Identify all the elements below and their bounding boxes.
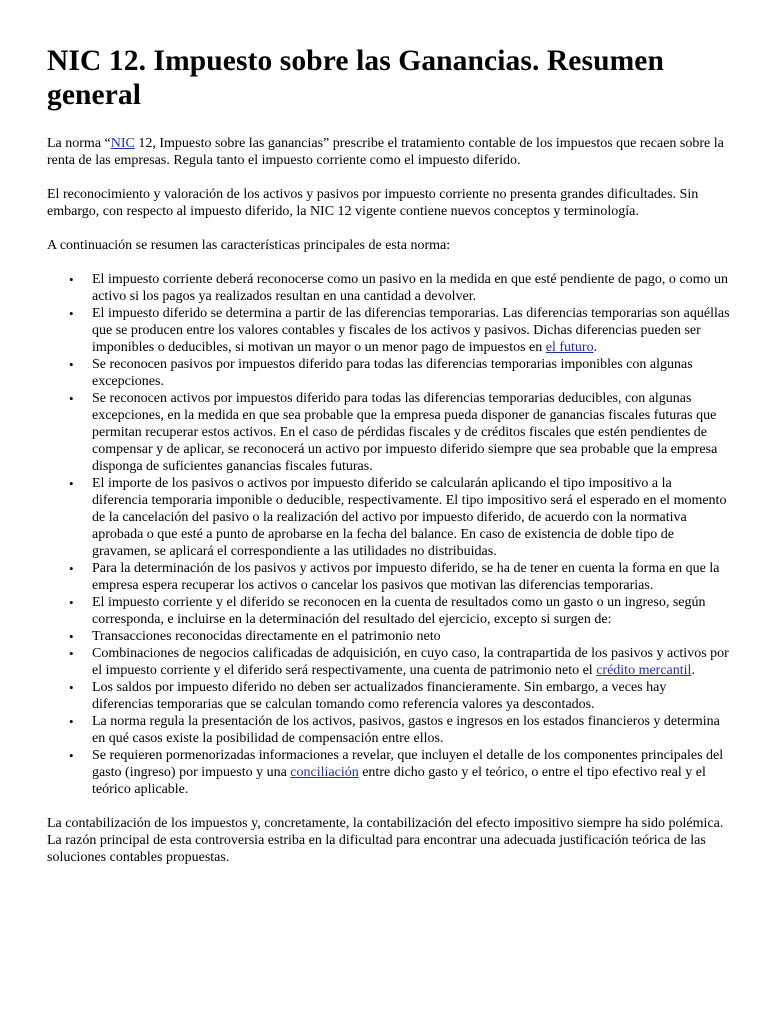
list-item-text-after: . xyxy=(593,340,598,355)
list-item-text: El impuesto corriente deberá reconocerse como un pasivo en la medida en que esté pendiente de pago, o como un activo si los pagos ya realizados resultan en una cantidad a devolver. xyxy=(92,272,728,304)
list-item-text: El importe de los pasivos o activos por impuesto diferido se calcularán aplicando el tipo impositivo a la diferencia temporaria imponible o deducible, respectivamente. El tipo impositivo será el esperado en el momento de la cancelación del pasivo o la realización del activo por impuesto diferido, de acuerdo con la normativa aprobada o que esté a punto de aprobarse en la fecha del balance. En caso de existencia de doble tipo de gravamen, se aplicará el correspondiente a las utilidades no distribuidas. xyxy=(92,476,727,559)
list-item-text: Se reconocen pasivos por impuestos diferido para todas las diferencias temporarias imponibles con algunas excepciones. xyxy=(92,357,693,389)
list-item-text-after: entre dicho gasto y el teórico, o entre el tipo efectivo real y el teórico aplicable. xyxy=(92,765,706,797)
intro-paragraph xyxy=(47,135,730,169)
list-item xyxy=(92,475,730,560)
paragraph-closing: La contabilización de los impuestos y, concretamente, la contabilización del efecto impositivo siempre ha sido polémica. La razón principal de esta controversia estriba en la dificultad para encontrar una adecuada justificación teórica de las soluciones contables propuestas. xyxy=(47,816,724,865)
list-item xyxy=(92,271,730,305)
list-item xyxy=(92,747,730,798)
list-item-text: La norma regula la presentación de los activos, pasivos, gastos e ingresos en los estados financieros y determina en qué casos existe la posibilidad de compensación entre ellos. xyxy=(92,714,720,746)
list-item-text: Se requieren pormenorizadas informaciones a revelar, que incluyen el detalle de los componentes principales del gasto (ingreso) por impuesto y una xyxy=(92,748,724,780)
list-item xyxy=(92,594,730,628)
page-title: NIC 12. Impuesto sobre las Ganancias. Resumen general xyxy=(47,45,664,111)
paragraph-summary-lead: A continuación se resumen las características principales de esta norma: xyxy=(47,238,451,253)
list-item-text: Transacciones reconocidas directamente en el patrimonio neto xyxy=(92,629,441,644)
list-item-text: Para la determinación de los pasivos y activos por impuesto diferido, se ha de tener en cuenta la forma en que la empresa espera recuperar los activos o cancelar los pasivos que motivan las diferencias temporarias. xyxy=(92,561,720,593)
list-item-text: Combinaciones de negocios calificadas de adquisición, en cuyo caso, la contrapartida de los pasivos y activos por el impuesto corriente y el diferido será respectivamente, una cuenta de patrimonio neto el xyxy=(92,646,729,678)
list-item xyxy=(92,305,730,356)
nic-link[interactable]: NIC xyxy=(110,136,135,151)
list-item xyxy=(92,679,730,713)
intro-text-pre: La norma “ xyxy=(47,136,111,151)
list-item xyxy=(92,560,730,594)
list-item xyxy=(92,390,730,475)
list-item xyxy=(92,713,730,747)
list-item xyxy=(92,356,730,390)
list-item-text-after: . xyxy=(691,663,695,678)
characteristics-list xyxy=(47,271,730,798)
intro-text-post: 12, Impuesto sobre las ganancias” prescribe el tratamiento contable de los impuestos que recaen sobre la renta de las empresas. Regula tanto el impuesto corriente como el impuesto diferido. xyxy=(47,136,724,168)
list-item-text: El impuesto diferido se determina a partir de las diferencias temporarias. Las diferencias temporarias son aquéllas que se producen entre los valores contables y fiscales de los activos y pasivos. Dichas diferencias pueden ser imponibles o deducibles, si motivan un mayor o un menor pago de impuestos en xyxy=(92,306,730,355)
list-item-text: El impuesto corriente y el diferido se reconocen en la cuenta de resultados como un gasto o un ingreso, según corresponda, e incluirse en la determinación del resultado del ejercicio, excepto si surgen de: xyxy=(92,595,706,627)
conciliacion-link[interactable]: conciliación xyxy=(290,765,359,780)
el-futuro-link[interactable]: el futuro xyxy=(545,340,594,355)
list-item-text: Los saldos por impuesto diferido no deben ser actualizados financieramente. Sin embargo, a veces hay diferencias temporarias que se calculan tomando como referencia valores ya descontados. xyxy=(92,680,667,712)
paragraph-recognition: El reconocimiento y valoración de los activos y pasivos por impuesto corriente no presenta grandes dificultades. Sin embargo, con respecto al impuesto diferido, la NIC 12 vigente contiene nuevos conceptos y terminología. xyxy=(47,187,699,219)
credito-mercantil-link[interactable]: crédito mercantil xyxy=(596,663,692,678)
list-item xyxy=(92,628,730,645)
list-item xyxy=(92,645,730,679)
list-item-text: Se reconocen activos por impuestos diferido para todas las diferencias temporarias deducibles, con algunas excepciones, en la medida en que sea probable que la empresa pueda disponer de ganancias fiscales futuras que permitan recuperar estos activos. En el caso de pérdidas fiscales y de créditos fiscales que estén pendientes de compensar y de aplicar, se reconocerá un activo por impuesto diferido siempre que sea probable que la empresa disponga de suficientes ganancias fiscales futuras. xyxy=(92,391,718,474)
